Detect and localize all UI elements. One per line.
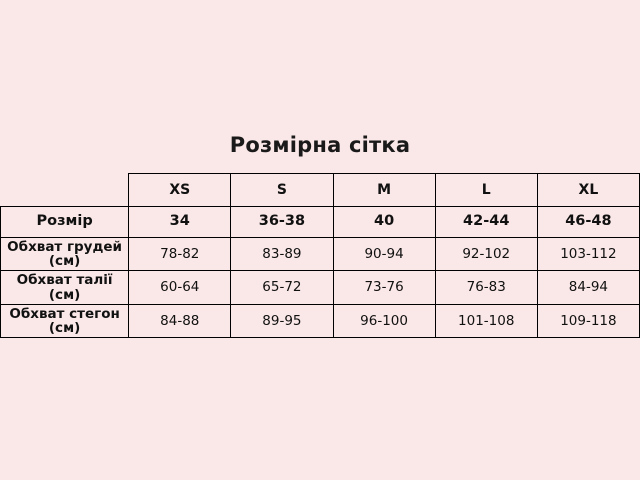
- row-label-waist: Обхват талії (см): [1, 271, 129, 304]
- table-row: [1, 207, 640, 238]
- cell-bust-xs: 78-82: [129, 238, 231, 271]
- page-title: Розмірна сітка: [229, 133, 411, 157]
- cell-waist-xl: 84-94: [537, 271, 639, 304]
- cell-bust-s: 83-89: [231, 238, 333, 271]
- cell-hips-s: 89-95: [231, 304, 333, 337]
- header-cell-m: M: [333, 174, 435, 207]
- cell-size-xl: 46-48: [537, 207, 639, 238]
- table-row: [1, 304, 640, 337]
- cell-hips-xs: 84-88: [129, 304, 231, 337]
- row-label-hips: Обхват стегон (см): [1, 304, 129, 337]
- size-table: [0, 173, 640, 338]
- cell-waist-s: 65-72: [231, 271, 333, 304]
- cell-size-l: 42-44: [435, 207, 537, 238]
- cell-waist-xs: 60-64: [129, 271, 231, 304]
- cell-hips-m: 96-100: [333, 304, 435, 337]
- cell-hips-l: 101-108: [435, 304, 537, 337]
- table-header-row: [1, 174, 640, 207]
- cell-size-xs: 34: [129, 207, 231, 238]
- size-table-container: [0, 173, 640, 338]
- cell-waist-m: 73-76: [333, 271, 435, 304]
- header-cell-s: S: [231, 174, 333, 207]
- header-cell-xs: XS: [129, 174, 231, 207]
- table-row: [1, 271, 640, 304]
- row-label-size: Розмір: [1, 207, 129, 238]
- cell-waist-l: 76-83: [435, 271, 537, 304]
- header-cell-l: L: [435, 174, 537, 207]
- cell-bust-l: 92-102: [435, 238, 537, 271]
- cell-size-m: 40: [333, 207, 435, 238]
- cell-bust-m: 90-94: [333, 238, 435, 271]
- cell-bust-xl: 103-112: [537, 238, 639, 271]
- header-cell-xl: XL: [537, 174, 639, 207]
- header-cell-empty: [1, 174, 129, 207]
- row-label-bust: Обхват грудей (см): [1, 238, 129, 271]
- cell-size-s: 36-38: [231, 207, 333, 238]
- table-row: [1, 238, 640, 271]
- cell-hips-xl: 109-118: [537, 304, 639, 337]
